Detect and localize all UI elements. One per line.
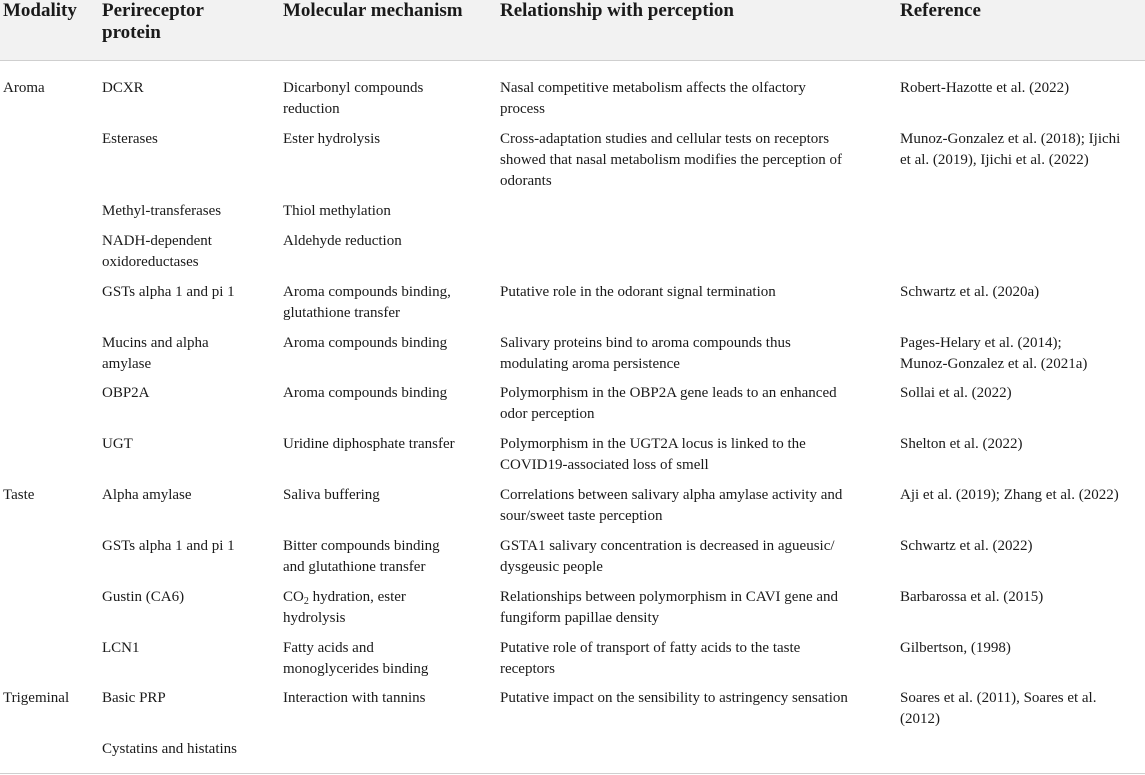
cell-relationship: Nasal competitive metabolism affects the olfactory process bbox=[500, 80, 806, 117]
cell-protein: NADH-dependent oxidoreductases bbox=[102, 233, 212, 270]
cell-protein: GSTs alpha 1 and pi 1 bbox=[102, 538, 235, 554]
cell-reference: Robert-Hazotte et al. (2022) bbox=[900, 80, 1070, 96]
cell-reference: Schwartz et al. (2020a) bbox=[900, 284, 1040, 300]
bottom-rule bbox=[0, 773, 1145, 774]
cell-protein: Basic PRP bbox=[102, 690, 166, 706]
cell-relationship: Salivary proteins bind to aroma compounds thus modulating aroma persistence bbox=[500, 335, 791, 372]
cell-mechanism: Aroma compounds binding, glutathione transfer bbox=[283, 284, 451, 321]
cell-mechanism: $CO_2$ hydration, ester hydrolysis bbox=[283, 589, 406, 626]
cell-mechanism: Fatty acids and monoglycerides binding bbox=[283, 640, 429, 677]
cell-mechanism: Aldehyde reduction bbox=[283, 233, 402, 249]
header-mechanism: Molecular mechanism bbox=[283, 0, 463, 21]
header-protein: Perireceptor protein bbox=[102, 0, 204, 43]
cell-mechanism: Ester hydrolysis bbox=[283, 131, 381, 147]
cell-reference: Shelton et al. (2022) bbox=[900, 436, 1023, 452]
cell-mechanism: Aroma compounds binding bbox=[283, 385, 448, 401]
cell-protein: DCXR bbox=[102, 80, 144, 96]
header-modality: Modality bbox=[3, 0, 77, 21]
cell-protein: Cystatins and histatins bbox=[102, 741, 237, 757]
cell-reference: Schwartz et al. (2022) bbox=[900, 538, 1033, 554]
cell-mechanism: Aroma compounds binding bbox=[283, 335, 448, 351]
cell-mechanism: Saliva buffering bbox=[283, 487, 380, 503]
cell-reference: Barbarossa et al. (2015) bbox=[900, 589, 1044, 605]
cell-reference: Pages-Helary et al. (2014); Munoz-Gonzalez et al. (2021a) bbox=[900, 335, 1088, 372]
cell-relationship: Putative role of transport of fatty acids to the taste receptors bbox=[500, 640, 801, 677]
cell-modality: Trigeminal bbox=[3, 690, 70, 706]
table-header bbox=[0, 0, 1145, 61]
cell-mechanism: Interaction with tannins bbox=[283, 690, 426, 706]
cell-relationship: Polymorphism in the UGT2A locus is linked to the COVID19-associated loss of smell bbox=[500, 436, 806, 473]
cell-protein: Alpha amylase bbox=[102, 487, 192, 503]
cell-protein: Mucins and alpha amylase bbox=[102, 335, 209, 372]
cell-protein: LCN1 bbox=[102, 640, 140, 656]
header-relationship: Relationship with perception bbox=[500, 0, 735, 21]
cell-protein: Methyl-transferases bbox=[102, 203, 222, 219]
cell-relationship: Relationships between polymorphism in CAVI gene and fungiform papillae density bbox=[500, 589, 839, 626]
cell-relationship: Polymorphism in the OBP2A gene leads to an enhanced odor perception bbox=[500, 385, 837, 422]
cell-modality: Aroma bbox=[3, 80, 45, 96]
cell-modality: Taste bbox=[3, 487, 35, 503]
cell-reference: Soares et al. (2011), Soares et al. (2012) bbox=[900, 690, 1097, 727]
cell-reference: Gilbertson, (1998) bbox=[900, 640, 1011, 656]
cell-relationship: GSTA1 salivary concentration is decreased in agueusic/ dysgeusic people bbox=[500, 538, 835, 575]
cell-protein: GSTs alpha 1 and pi 1 bbox=[102, 284, 235, 300]
cell-mechanism: Dicarbonyl compounds reduction bbox=[283, 80, 424, 117]
cell-protein: Gustin (CA6) bbox=[102, 589, 185, 605]
cell-protein: Esterases bbox=[102, 131, 158, 147]
cell-reference: Munoz-Gonzalez et al. (2018); Ijichi et al. (2019), Ijichi et al. (2022) bbox=[900, 131, 1121, 168]
cell-mechanism: Uridine diphosphate transfer bbox=[283, 436, 455, 452]
cell-mechanism: Thiol methylation bbox=[283, 203, 391, 219]
cell-reference: Aji et al. (2019); Zhang et al. (2022) bbox=[900, 487, 1119, 503]
cell-relationship: Cross-adaptation studies and cellular tests on receptors showed that nasal metabolism modifies the perception of odorants bbox=[500, 131, 842, 189]
cell-relationship: Putative role in the odorant signal termination bbox=[500, 284, 776, 300]
header-reference: Reference bbox=[900, 0, 981, 21]
cell-relationship: Putative impact on the sensibility to astringency sensation bbox=[500, 690, 848, 706]
cell-reference: Sollai et al. (2022) bbox=[900, 385, 1012, 401]
cell-protein: OBP2A bbox=[102, 385, 150, 401]
cell-relationship: Correlations between salivary alpha amylase activity and sour/sweet taste perception bbox=[500, 487, 843, 524]
cell-mechanism: Bitter compounds binding and glutathione transfer bbox=[283, 538, 440, 575]
cell-protein: UGT bbox=[102, 436, 133, 452]
